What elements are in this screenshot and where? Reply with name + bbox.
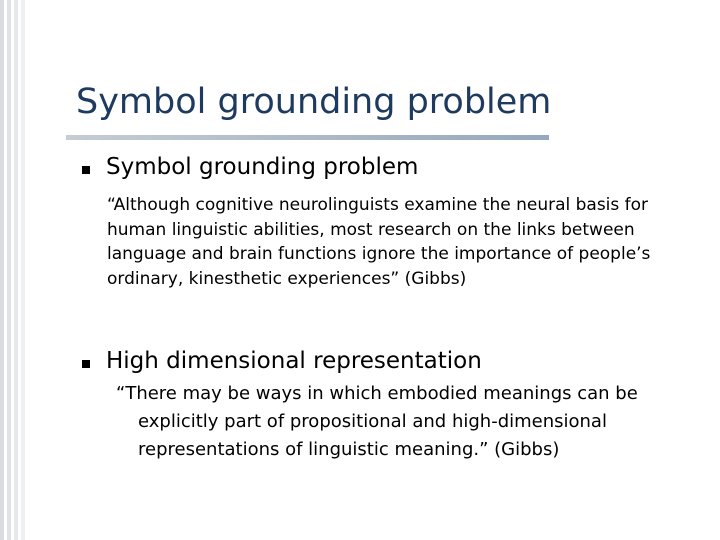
title-underline xyxy=(66,135,549,140)
bullet-heading-2: High dimensional representation xyxy=(106,348,482,374)
decorative-stripes xyxy=(0,0,30,540)
bullet-quote-2: “There may be ways in which embodied meanings can be explicitly part of propositional and high-dimensional representations of linguistic meaning.” (Gibbs) xyxy=(116,383,638,460)
slide-title: Symbol grounding problem xyxy=(76,82,552,122)
bullet-square-icon xyxy=(82,360,90,368)
bullet-square-icon xyxy=(82,166,90,174)
bullet-quote-1: “Although cognitive neurolinguists examine the neural basis for human linguistic abilities, most research on the links between language and brain functions ignore the importance of people’s ordinary, kinesthetic experiences” (Gibbs) xyxy=(107,195,651,289)
bullet-heading-1: Symbol grounding problem xyxy=(106,154,419,180)
